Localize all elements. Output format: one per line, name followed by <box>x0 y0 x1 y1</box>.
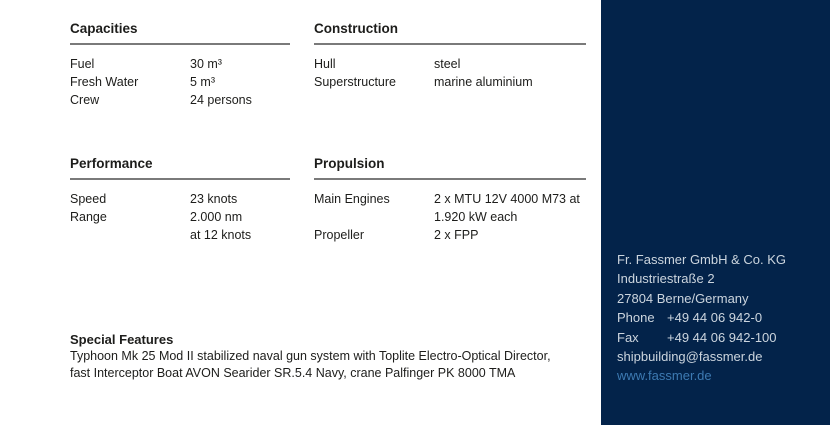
city-address: 27804 Berne/Germany <box>617 290 749 306</box>
spec-value: steel <box>434 57 461 71</box>
spec-label: Superstructure <box>314 75 396 89</box>
fax-row <box>617 328 786 347</box>
spec-label: Propeller <box>314 228 365 242</box>
phone-row <box>617 308 786 327</box>
spec-rows <box>314 190 586 244</box>
spec-row <box>70 226 290 244</box>
spec-value: 24 persons <box>190 93 252 107</box>
spec-value: 5 m³ <box>190 75 215 89</box>
company-name: Fr. Fassmer GmbH & Co. KG <box>617 252 787 267</box>
phone-number: +49 44 06 942-0 <box>667 310 763 326</box>
street-address: Industriestraße 2 <box>617 271 715 287</box>
fax-number: +49 44 06 942-100 <box>667 329 777 345</box>
website-link[interactable]: www.fassmer.de <box>617 368 712 384</box>
spec-row <box>70 55 290 73</box>
spec-value: 1.920 kW each <box>434 210 518 224</box>
spec-row <box>314 55 586 73</box>
spec-rows <box>70 55 290 109</box>
spec-row <box>70 91 290 109</box>
spec-label: Fuel <box>70 57 95 71</box>
spec-rows <box>314 55 586 91</box>
contact-block <box>617 250 786 386</box>
spec-value: 23 knots <box>190 192 238 206</box>
spec-value: 2.000 nm <box>190 210 243 224</box>
special-features-line: Typhoon Mk 25 Mod II stabilized naval gun system with Toplite Electro-Optical Director, <box>70 349 551 363</box>
phone-label: Phone <box>617 310 655 326</box>
spec-label <box>314 208 434 226</box>
spec-label: Hull <box>314 57 336 71</box>
spec-label: Crew <box>70 93 100 107</box>
section-special-features <box>70 331 600 382</box>
section-title-propulsion: Propulsion <box>314 156 385 171</box>
section-capacities <box>70 20 290 109</box>
section-performance <box>70 155 290 244</box>
spec-row <box>70 208 290 226</box>
spec-row <box>70 190 290 208</box>
section-divider <box>314 178 586 180</box>
spec-label: Fresh Water <box>70 75 139 89</box>
section-divider <box>314 43 586 45</box>
section-title-construction: Construction <box>314 21 398 36</box>
spec-row <box>314 73 586 91</box>
section-title-capacities: Capacities <box>70 21 138 36</box>
spec-row <box>70 73 290 91</box>
section-construction <box>314 20 586 91</box>
spec-label: Main Engines <box>314 192 390 206</box>
special-features-line: fast Interceptor Boat AVON Searider SR.5.4 Navy, crane Palfinger PK 8000 TMA <box>70 366 516 380</box>
spec-row <box>314 208 586 226</box>
fax-label: Fax <box>617 329 639 345</box>
spec-value: at 12 knots <box>190 228 252 242</box>
section-title-performance: Performance <box>70 156 153 171</box>
spec-label: Speed <box>70 192 107 206</box>
spec-value: 2 x MTU 12V 4000 M73 at <box>434 192 580 206</box>
spec-label <box>70 226 190 244</box>
spec-rows <box>70 190 290 244</box>
email-link[interactable]: shipbuilding@fassmer.de <box>617 349 763 365</box>
spec-label: Range <box>70 210 107 224</box>
section-divider <box>70 43 290 45</box>
contact-sidebar <box>601 0 830 425</box>
spec-row <box>314 190 586 208</box>
spec-value: 2 x FPP <box>434 228 479 242</box>
section-title-special-features: Special Features <box>70 332 174 347</box>
section-propulsion <box>314 155 586 244</box>
spec-value: 30 m³ <box>190 57 222 71</box>
spec-value: marine aluminium <box>434 75 533 89</box>
spec-row <box>314 226 586 244</box>
section-divider <box>70 178 290 180</box>
